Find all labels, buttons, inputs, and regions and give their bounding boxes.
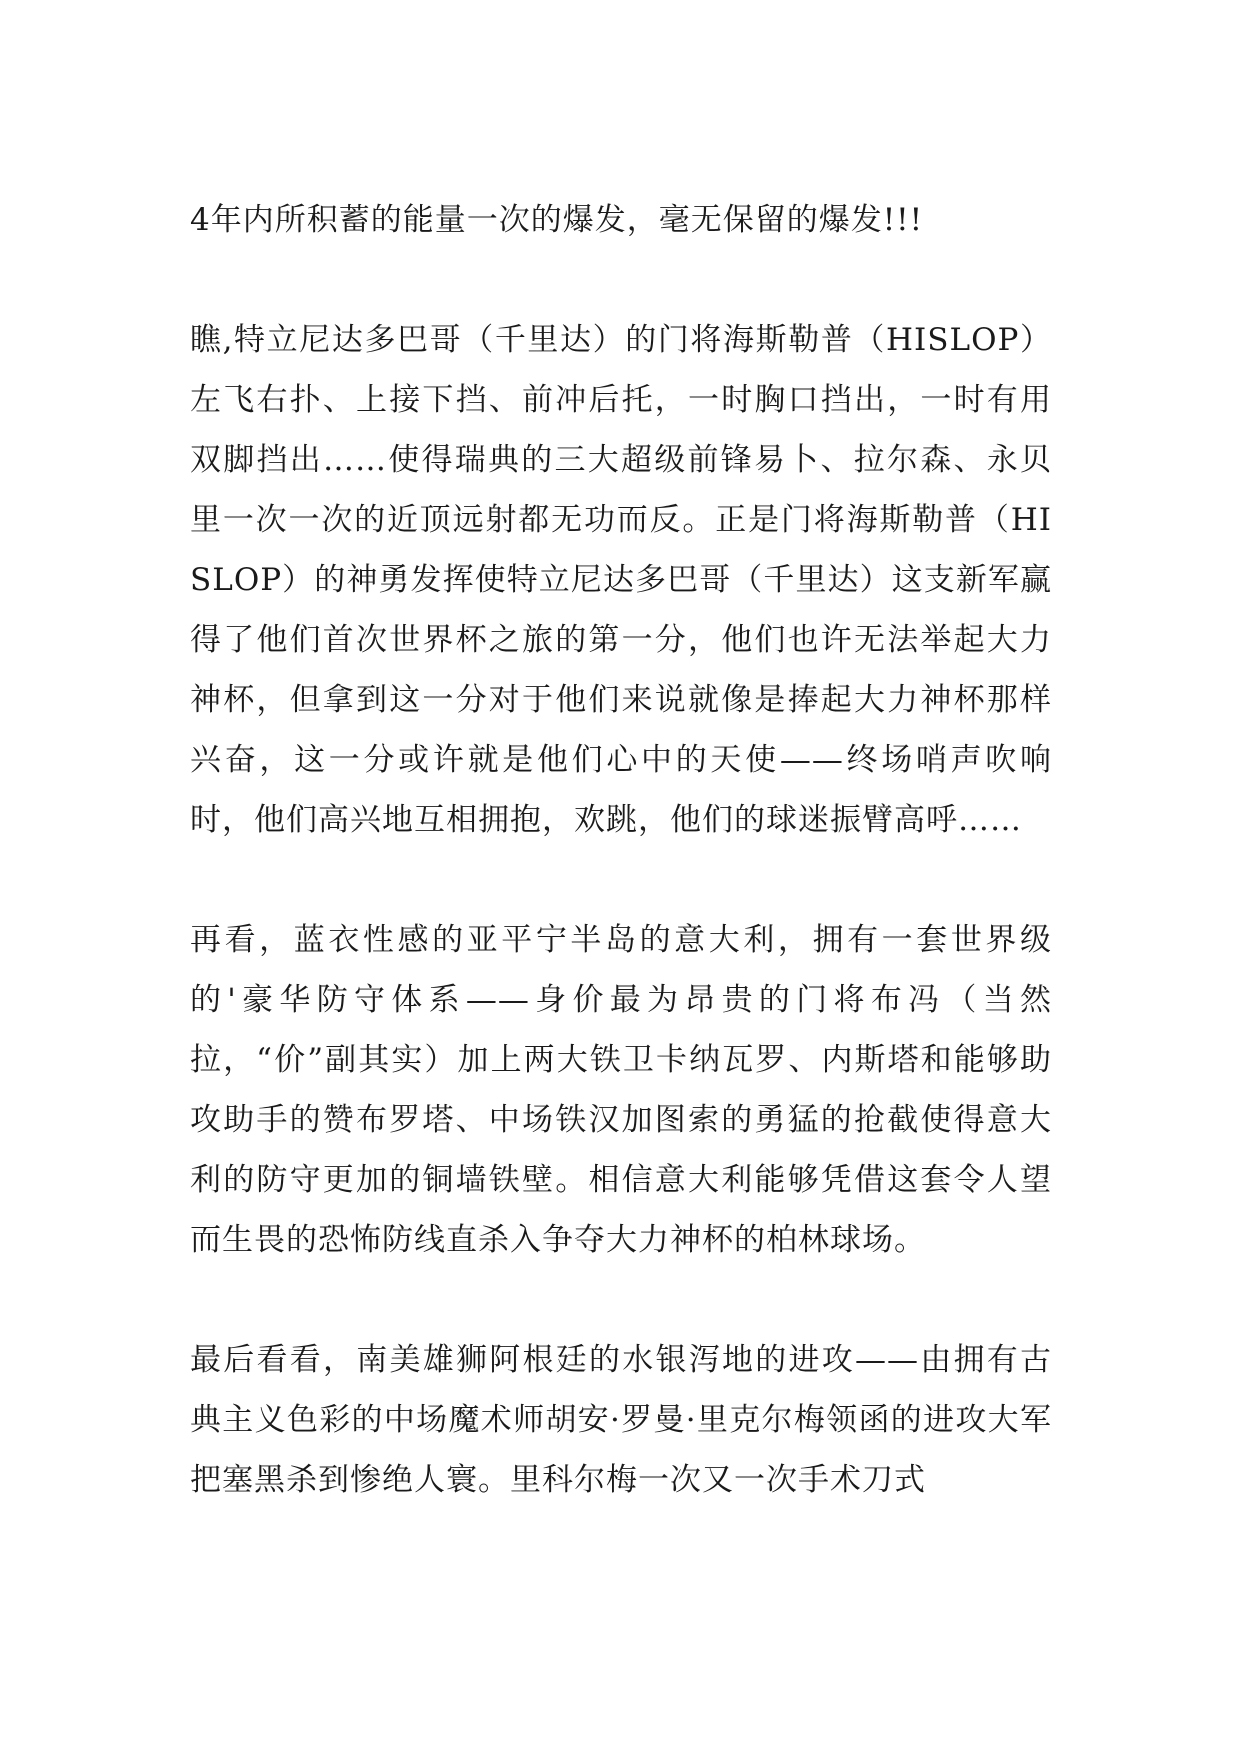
paragraph-argentina-attack: 最后看看，南美雄狮阿根廷的水银泻地的进攻——由拥有古典主义色彩的中场魔术师胡安·罗曼·里克尔梅领函的进攻大军把塞黑杀到惨绝人寰。里科尔梅一次又一次手术刀式 (190, 1342, 1052, 1498)
paragraph-gap (190, 1270, 1052, 1330)
document-body (190, 190, 1052, 1510)
paragraph-gap (190, 250, 1052, 310)
paragraph-gap (190, 850, 1052, 910)
paragraph-italy-defense: 再看，蓝衣性感的亚平宁半岛的意大利，拥有一套世界级的'豪华防守体系——身价最为昂贵的门将布冯（当然拉，“价”副其实）加上两大铁卫卡纳瓦罗、内斯塔和能够助攻助手的赞布罗塔、中场铁汉加图索的勇猛的抢截使得意大利的防守更加的铜墙铁壁。相信意大利能够凭借这套令人望而生畏的恐怖防线直杀入争夺大力神杯的柏林球场。 (190, 922, 1052, 1258)
paragraph-energy-burst: 4年内所积蓄的能量一次的爆发，毫无保留的爆发!!! (190, 202, 924, 238)
paragraph-trinidad-goalkeeper: 瞧,特立尼达多巴哥（千里达）的门将海斯勒普（HISLOP）左飞右扑、上接下挡、前冲后托，一时胸口挡出，一时有用双脚挡出……使得瑞典的三大超级前锋易卜、拉尔森、永贝里一次一次的近顶远射都无功而反。正是门将海斯勒普（HISLOP）的神勇发挥使特立尼达多巴哥（千里达）这支新军赢得了他们首次世界杯之旅的第一分，他们也许无法举起大力神杯，但拿到这一分对于他们来说就像是捧起大力神杯那样兴奋，这一分或许就是他们心中的天使——终场哨声吹响时，他们高兴地互相拥抱，欢跳，他们的球迷振臂高呼…… (190, 322, 1052, 838)
